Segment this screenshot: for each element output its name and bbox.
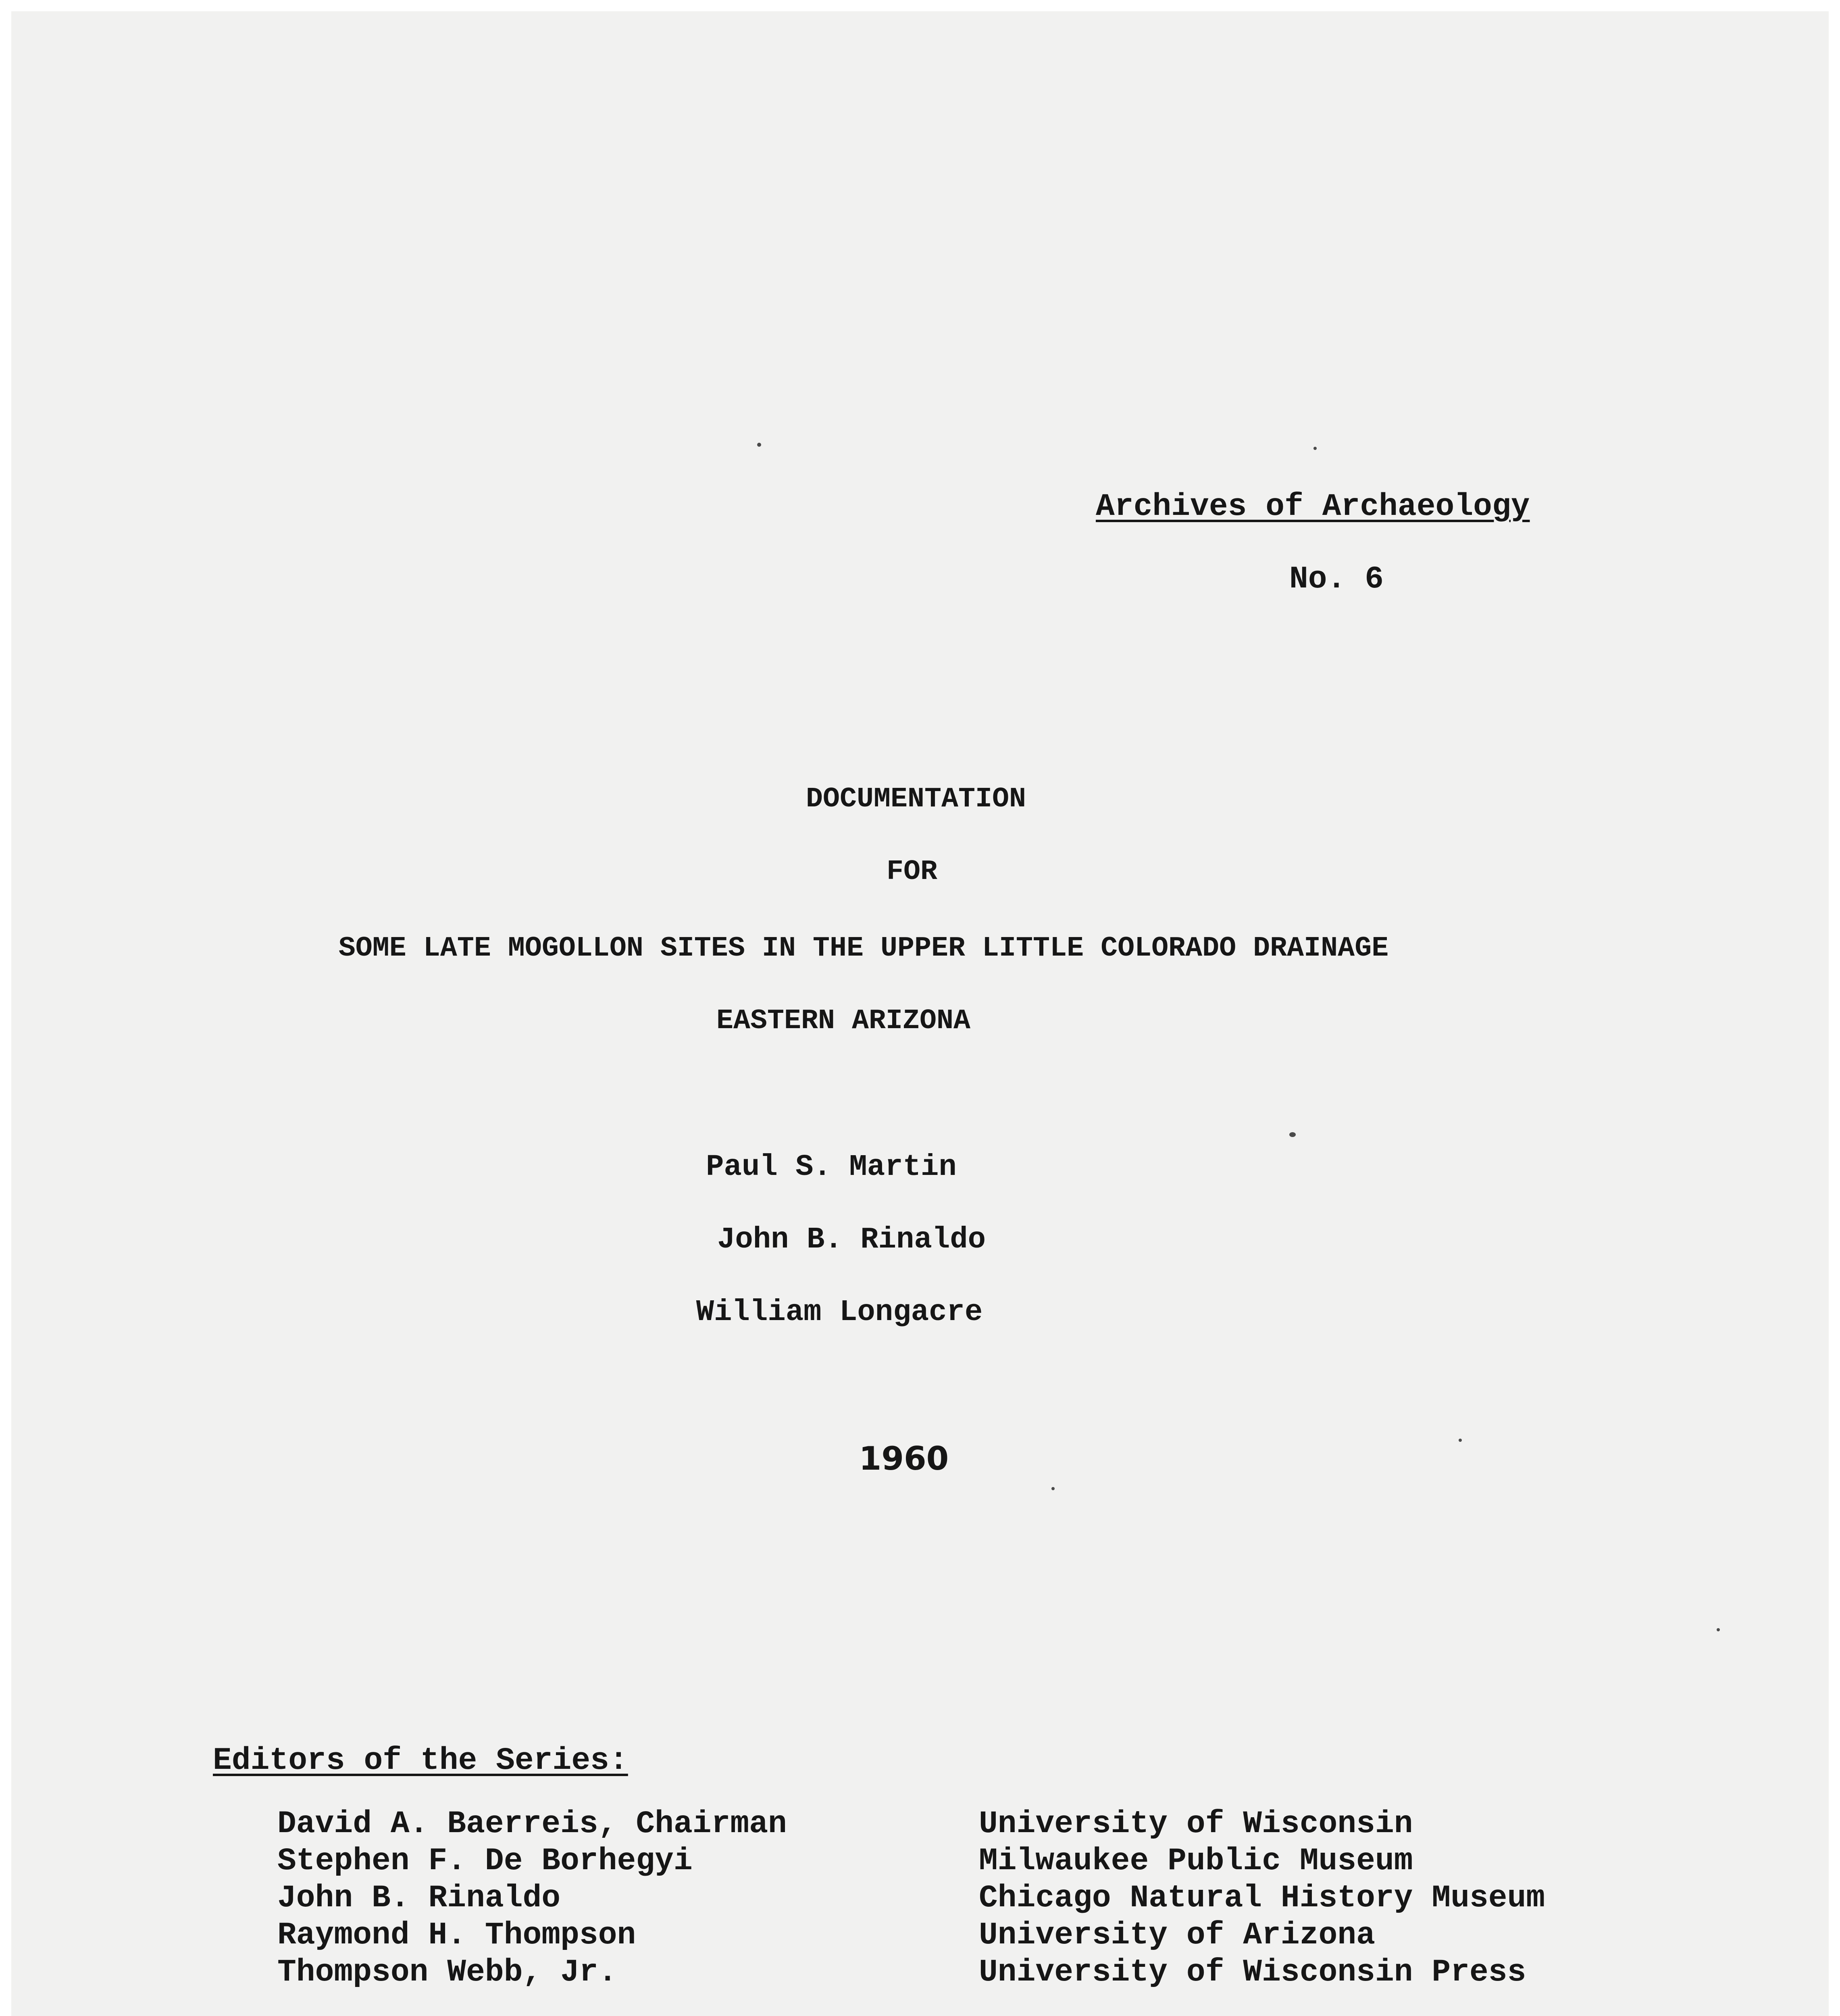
publication-year: 1960 (859, 1440, 949, 1477)
editor-row (277, 1954, 1545, 1991)
title-line: FOR (886, 856, 938, 888)
editor-affiliation: University of Arizona (979, 1918, 1375, 1953)
author-name: William Longacre (696, 1295, 983, 1329)
editor-row (277, 1917, 1545, 1954)
editor-affiliation: University of Wisconsin Press (979, 1955, 1526, 1990)
series-label: Archives of Archaeology (1096, 489, 1530, 525)
author-name: John B. Rinaldo (717, 1223, 986, 1257)
title-line: DOCUMENTATION (806, 783, 1026, 815)
editor-name: Stephen F. De Borhegyi (277, 1843, 693, 1879)
author-name: Paul S. Martin (706, 1150, 957, 1184)
editor-affiliation: University of Wisconsin (979, 1806, 1413, 1842)
editor-row (277, 1843, 1545, 1880)
scan-speck (1289, 1132, 1296, 1137)
scan-speck (1717, 1628, 1720, 1631)
scan-speck (1051, 1487, 1055, 1490)
scan-speck (1313, 447, 1317, 450)
series-number: No. 6 (1289, 562, 1384, 597)
editors-heading: Editors of the Series: (213, 1743, 628, 1779)
scan-speck (757, 443, 761, 447)
editor-affiliation: Chicago Natural History Museum (979, 1881, 1545, 1916)
editor-name: Thompson Webb, Jr. (277, 1955, 617, 1990)
editor-name: John B. Rinaldo (277, 1881, 561, 1916)
editor-affiliation: Milwaukee Public Museum (979, 1843, 1413, 1879)
title-line: EASTERN ARIZONA (716, 1005, 971, 1037)
editor-name: Raymond H. Thompson (277, 1918, 636, 1953)
editors-list (277, 1806, 1545, 1991)
title-line: SOME LATE MOGOLLON SITES IN THE UPPER LITTLE COLORADO DRAINAGE (338, 933, 1389, 964)
scan-speck (1459, 1439, 1462, 1442)
editor-name: David A. Baerreis, Chairman (277, 1806, 787, 1842)
editor-row (277, 1880, 1545, 1917)
editor-row (277, 1806, 1545, 1843)
document-page (11, 11, 1829, 2016)
